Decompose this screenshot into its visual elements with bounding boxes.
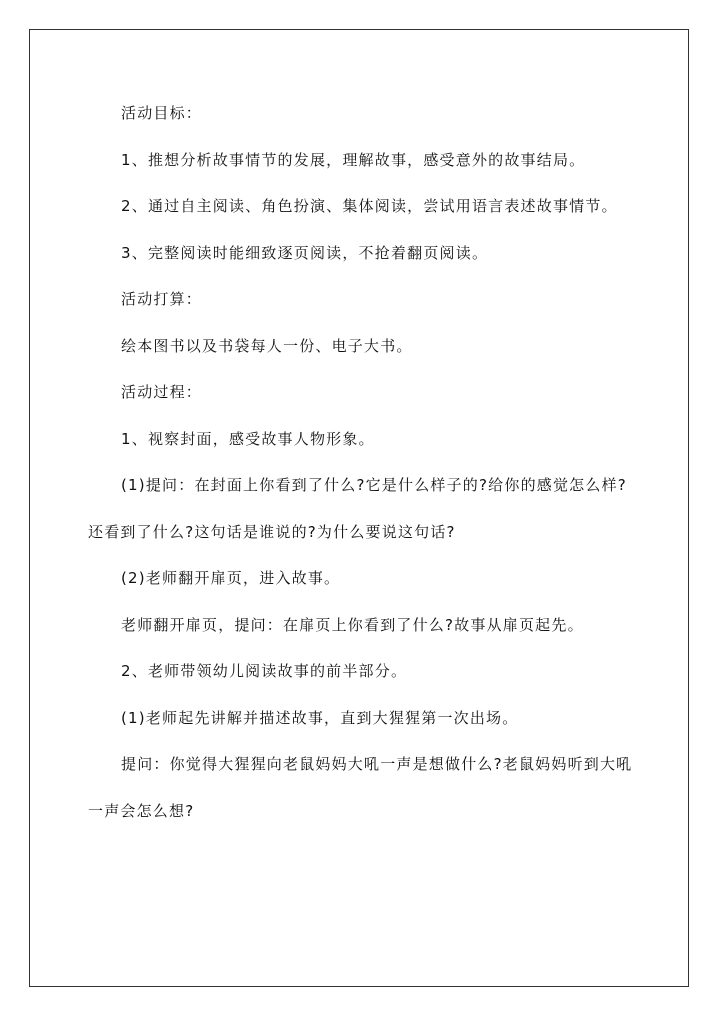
process-step-1: 1、视察封面，感受故事人物形象。 — [121, 429, 375, 448]
process-step-1-sub-1: (1)提问：在封面上你看到了什么?它是什么样子的?给你的感觉怎么样? 还看到了什么?这句话是谁说的?为什么要说这句话? — [88, 476, 627, 541]
process-step-2: 2、老师带领幼儿阅读故事的前半部分。 — [121, 662, 408, 680]
process-step-1-note: 老师翻开扉页，提问：在扉页上你看到了什么?故事从扉页起先。 — [121, 615, 584, 634]
goal-item-3: 3、完整阅读时能细致逐页阅读，不抢着翻页阅读。 — [121, 243, 489, 262]
process-step-1-sub-2: (2)老师翻开扉页，进入故事。 — [121, 569, 341, 587]
process-step-2-sub-1: (1)老师起先讲解并描述故事，直到大猩猩第一次出场。 — [121, 708, 519, 727]
section-heading-goals: 活动目标： — [121, 104, 203, 122]
section-heading-process: 活动过程： — [121, 383, 203, 401]
section-heading-preparation: 活动打算： — [121, 290, 203, 308]
process-step-2-question: 提问：你觉得大猩猩向老鼠妈妈大吼一声是想做什么?老鼠妈妈听到大吼一声会怎么想? — [88, 755, 633, 820]
document-body — [88, 90, 633, 834]
goal-item-2: 2、通过自主阅读、角色扮演、集体阅读，尝试用语言表述故事情节。 — [121, 197, 618, 215]
goal-item-1: 1、推想分析故事情节的发展，理解故事，感受意外的故事结局。 — [121, 150, 586, 169]
preparation-text: 绘本图书以及书袋每人一份、电子大书。 — [121, 336, 413, 355]
